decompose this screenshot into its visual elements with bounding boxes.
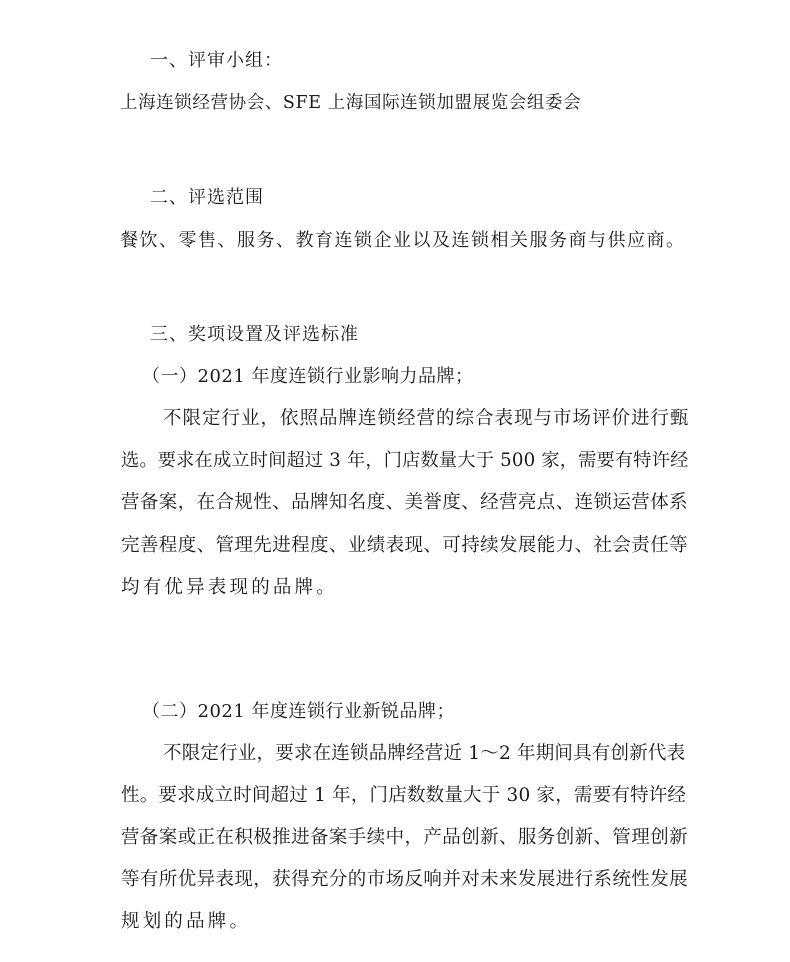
subsection-2-title: （二）2021 年度连锁行业新锐品牌； xyxy=(142,701,456,722)
section-2-heading: 二、评选范围 xyxy=(150,187,264,208)
subsection-1-line: 营备案，在合规性、品牌知名度、美誉度、经营亮点、连锁运营体系 xyxy=(121,492,689,513)
subsection-2-line: 等有所优异表现，获得充分的市场反响并对未来发展进行系统性发展 xyxy=(121,869,689,890)
subsection-1-line: 不限定行业，依照品牌连锁经营的综合表现与市场评价进行甄 xyxy=(163,408,690,429)
subsection-1-line: 完善程度、管理先进程度、业绩表现、可持续发展能力、社会责任等 xyxy=(121,535,689,556)
subsection-2-line: 营备案或正在积极推进备案手续中，产品创新、服务创新、管理创新 xyxy=(121,827,689,848)
subsection-2-line: 性。要求成立时间超过 1 年，门店数数量大于 30 家，需要有特许经 xyxy=(121,785,687,806)
section-3-heading: 三、奖项设置及评选标准 xyxy=(150,324,359,345)
subsection-2-line: 不限定行业，要求在连锁品牌经营近 1～2 年期间具有创新代表 xyxy=(163,743,686,764)
subsection-1-line: 选。要求在成立时间超过 3 年，门店数量大于 500 家，需要有特许经 xyxy=(121,450,689,471)
section-1-heading: 一、评审小组： xyxy=(150,50,283,71)
subsection-1-title: （一）2021 年度连锁行业影响力品牌； xyxy=(142,366,474,387)
subsection-2-line: 规划的品牌。 xyxy=(121,911,252,932)
subsection-1-line: 均有优异表现的品牌。 xyxy=(121,577,339,598)
section-1-content: 上海连锁经营协会、SFE 上海国际连锁加盟展览会组委会 xyxy=(120,93,582,113)
section-2-content: 餐饮、零售、服务、教育连锁企业以及连锁相关服务商与供应商。 xyxy=(120,230,686,251)
